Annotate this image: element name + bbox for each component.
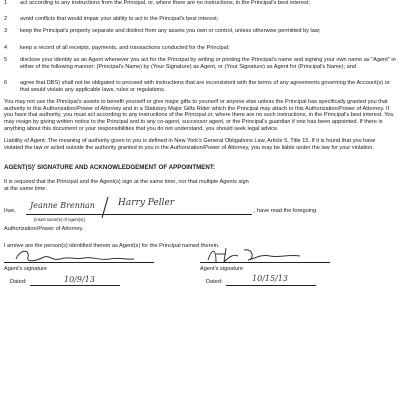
item-number: 1	[4, 0, 8, 6]
handwritten-agent-name-1: Jeanne Brennan	[30, 201, 95, 210]
gifts-paragraph: You may not use the Principal's assets to benefit yourself or give major gifts to yourself or anyone else unless the Principal has specifically granted you that authority in this Authorization/Power of Attorney and in a Statutory Major Gifts Rider which the Principal may attach to this Authorization/Power of Attorney. If you have that authority, you must act according to any instructions of the Principal or, where there are no such instructions, in the Principal's best interest. You may resign by giving written notice to the Principal and to any co-agent, successor agent, or the Principal's guardian if one has been appointed. If there is anything about this document or your responsibilities that you do not understand, you should seek legal advice.	[4, 99, 394, 132]
dated-line-left	[30, 285, 120, 286]
iwe-label: I/we,	[4, 208, 16, 214]
have-read-text: , have read the foregoing	[254, 208, 317, 214]
liability-paragraph: Liability of Agent: The meaning of authority given to you is defined in New York's General Obligations Law, Article 5, Title 15. If it is found that you have violated the law or acted outside the authority granted to you in the Authorization/Power of Attorney, you may be liable under the law for your violation.	[4, 138, 376, 151]
agent-signature-left	[10, 247, 140, 267]
dated-label-right: Dated:	[206, 279, 223, 285]
requirement-text: It is required that the Principal and the Agent(s) sign at the same time, nor that multiple Agents sign	[4, 179, 249, 185]
item-text: agree that DBS) shall not be obligated to proceed with instructions that are inconsistent with the terms of any agreements governing the Account(s) or that would violate any applicable laws, rules or regulations.	[20, 80, 390, 93]
name-divider-stroke	[96, 196, 116, 220]
item-text: keep the Principal's property separate and distinct from any assets you own or control, unless otherwise permitted by law;	[20, 28, 321, 34]
handwritten-date-right: 10/15/13	[252, 274, 288, 283]
item-text: act according to any instructions from the Principal, or, where there are no instructions, in the Principal's best interest;	[20, 0, 310, 6]
identification-text: I am/we are the person(s) identified therein as Agent(s) for the Principal named therein.	[4, 243, 220, 249]
item-text: keep a record of all receipts, payments, and transactions conducted for the Principal;	[20, 45, 230, 51]
handwritten-agent-name-2: Harry Peller	[118, 198, 175, 208]
item-text: avoid conflicts that would impair your ability to act in the Principal's best interest;	[20, 16, 219, 22]
item-number: 4	[4, 45, 8, 51]
handwritten-date-left: 10/9/13	[64, 275, 95, 284]
dated-line-right	[226, 285, 316, 286]
item-number: 6	[4, 80, 8, 86]
agent-signature-label-right: Agent's signature	[200, 266, 244, 272]
agent-names-line	[26, 214, 252, 215]
item-number: 2	[4, 16, 8, 22]
item-number: 5	[4, 57, 8, 63]
insert-names-caption: (insert name(s) of Agent(s))	[34, 217, 85, 222]
agent-signature-label-left: Agent's signature	[4, 266, 48, 272]
authorization-text: Authorization/Power of Attorney.	[4, 226, 84, 232]
agent-signature-right	[204, 244, 324, 266]
section-heading: AGENT(S)' SIGNATURE AND ACKNOWLEDGEMENT OF APPOINTMENT:	[4, 164, 216, 171]
item-text: disclose your identity as an Agent whenever you act for the Principal by writing or printing the Principal's name and signing your own name as "Agent" in either of the following manner: (Principal's Name) by (Your Signature) as Agent, or (Your Signature) as Agent for (Principal's Name); and	[20, 57, 396, 70]
requirement-text-cont: at the same time.	[4, 186, 47, 192]
item-number: 3	[4, 28, 8, 34]
dated-label-left: Dated:	[10, 279, 27, 285]
